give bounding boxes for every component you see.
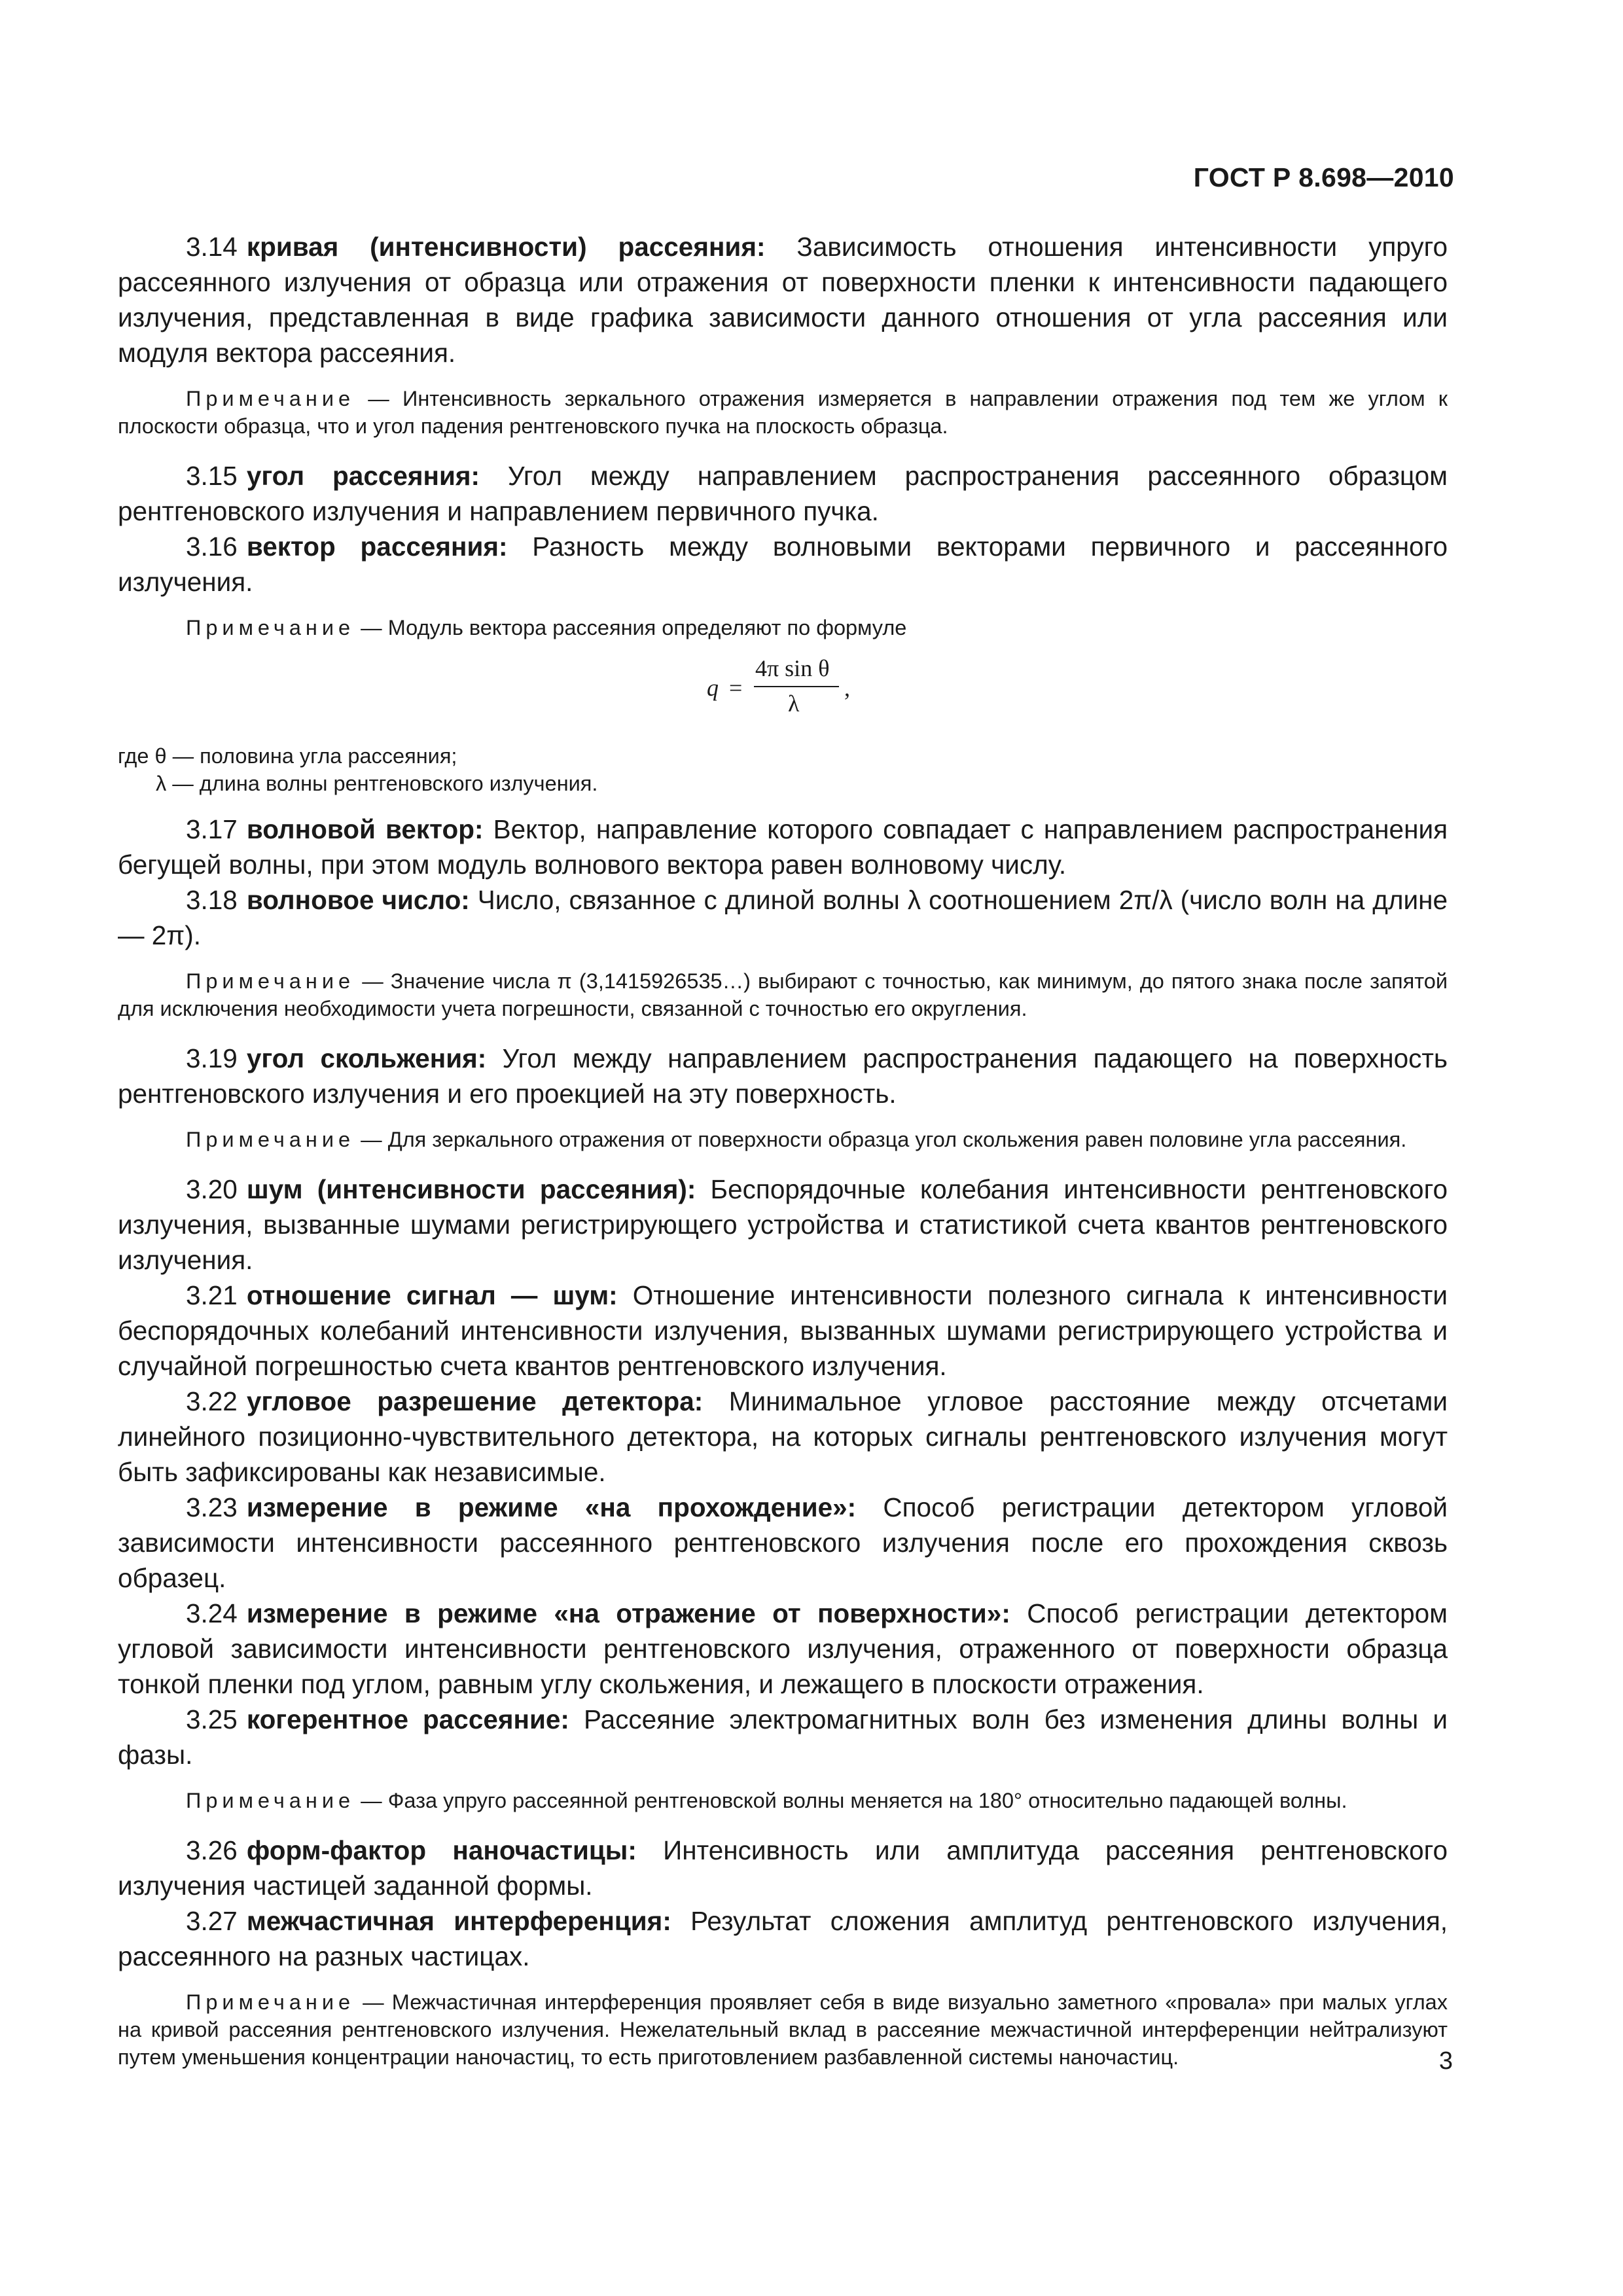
formula-lhs: q bbox=[707, 675, 719, 701]
term-3-18: 3.18 волновое число: Число, связанное с длиной волны λ соотношением 2π/λ (число волн на длине — 2π). bbox=[118, 885, 1448, 950]
term-3-26: 3.26 форм-фактор наночастицы: Интенсивность или амплитуда рассеяния рентгеновского излучения частицей заданной формы. bbox=[118, 1835, 1448, 1901]
term-title: межчастичная интерференция: bbox=[246, 1906, 671, 1936]
term-definition: Число, связанное с длиной волны λ соотношением 2π/λ (число волн на длине — 2π). bbox=[118, 885, 1448, 950]
term-definition: Угол между направлением распространения падающего на поверхность рентгеновского излучения и его проекцией на эту поверхность. bbox=[118, 1043, 1448, 1109]
term-definition: Угол между направлением распространения рассеянного образцом рентгеновского излучения и направлением первичного пучка. bbox=[118, 461, 1448, 526]
term-3-23: 3.23 измерение в режиме «на прохождение»: Способ регистрации детектором угловой зависимости интенсивности рассеянного рентгеновского излучения после его прохождения сквозь образец. bbox=[118, 1492, 1448, 1593]
document-body bbox=[118, 229, 1448, 2071]
document-id: ГОСТ Р 8.698—2010 bbox=[1193, 162, 1454, 192]
term-title: измерение в режиме «на отражение от поверхности»: bbox=[246, 1598, 1010, 1628]
formula-numerator: 4π sin θ bbox=[755, 655, 830, 681]
term-definition: Разность между волновыми векторами первичного и рассеянного излучения. bbox=[118, 531, 1448, 597]
term-definition: Отношение интенсивности полезного сигнала к интенсивности беспорядочных колебаний интенсивности излучения, вызванных шумами регистрирующего устройства и случайной погрешностью счета квантов рентгеновского излучения. bbox=[118, 1280, 1448, 1381]
term-title: отношение сигнал — шум: bbox=[246, 1280, 618, 1310]
note: Примечание — Интенсивность зеркального отражения измеряется в направлении отражения под тем же углом к плоскости образца, что и угол падения рентгеновского пучка на плоскость образца. bbox=[118, 387, 1448, 438]
note-text: Фаза упруго рассеянной рентгеновской волны меняется на 180° относительно падающей волны. bbox=[387, 1789, 1347, 1812]
term-3-25: 3.25 когерентное рассеяние: Рассеяние электромагнитных волн без изменения длины волны и фазы. bbox=[118, 1704, 1448, 1770]
term-title: форм-фактор наночастицы: bbox=[246, 1835, 637, 1865]
term-title: кривая (интенсивности) рассеяния: bbox=[246, 232, 766, 262]
term-3-19: 3.19 угол скольжения: Угол между направлением распространения падающего на поверхность рентгеновского излучения и его проекцией на эту поверхность. bbox=[118, 1043, 1448, 1109]
term-definition: Зависимость отношения интенсивности упруго рассеянного излучения от образца или отражения от поверхности пленки к интенсивности падающего излучения, представленная в виде графика зависимости данного отношения от угла рассеяния или модуля вектора рассеяния. bbox=[118, 232, 1448, 368]
term-3-20: 3.20 шум (интенсивности рассеяния): Беспорядочные колебания интенсивности рентгеновского излучения, вызванные шумами регистрирующего устройства и статистикой счета квантов рентгеновского излучения. bbox=[118, 1174, 1448, 1275]
term-title: вектор рассеяния: bbox=[246, 531, 508, 562]
term-title: угловое разрешение детектора: bbox=[246, 1386, 704, 1416]
note-text: Интенсивность зеркального отражения измеряется в направлении отражения под тем же углом к плоскости образца, что и угол падения рентгеновского пучка на плоскость образца. bbox=[118, 387, 1448, 438]
formula-where-2: λ — длина волны рентгеновского излучения. bbox=[156, 772, 598, 795]
formula-denominator: λ bbox=[788, 691, 800, 717]
term-3-22: 3.22 угловое разрешение детектора: Минимальное угловое расстояние между отсчетами линейного позиционно-чувствительного детектора, на которых сигналы рентгеновского излучения могут быть зафиксированы как независимые. bbox=[118, 1386, 1448, 1487]
term-definition: Беспорядочные колебания интенсивности рентгеновского излучения, вызванные шумами регистрирующего устройства и статистикой счета квантов рентгеновского излучения. bbox=[118, 1174, 1448, 1275]
formula-equals: = bbox=[729, 675, 743, 701]
note-text: Межчастичная интерференция проявляет себя в виде визуально заметного «провала» при малых углах на кривой рассеяния рентгеновского излучения. Нежелательный вклад в рассеяние межчастичной интерференции нейтрализуют путем уменьшения концентрации наночастиц, то есть приготовлением разбавленной системы наночастиц. bbox=[118, 1990, 1448, 2069]
note: Примечание — Значение числа π (3,1415926535…) выбирают с точностью, как минимум, до пятого знака после запятой для исключения необходимости учета погрешности, связанной с точностью его округления. bbox=[118, 969, 1448, 1020]
term-definition: Способ регистрации детектором угловой зависимости интенсивности рассеянного рентгеновского излучения после его прохождения сквозь образец. bbox=[118, 1492, 1448, 1593]
term-definition: Вектор, направление которого совпадает с направлением распространения бегущей волны, при этом модуль волнового вектора равен волновому числу. bbox=[118, 814, 1448, 880]
note-text: Значение числа π (3,1415926535…) выбирают с точностью, как минимум, до пятого знака после запятой для исключения необходимости учета погрешности, связанной с точностью его округления. bbox=[118, 969, 1448, 1020]
note-text: Для зеркального отражения от поверхности образца угол скольжения равен половине угла рассеяния. bbox=[387, 1128, 1407, 1151]
note: Примечание — Для зеркального отражения от поверхности образца угол скольжения равен половине угла рассеяния. bbox=[186, 1128, 1407, 1151]
term-definition: Способ регистрации детектором угловой зависимости интенсивности рентгеновского излучения, отраженного от поверхности образца тонкой пленки под углом, равным углу скольжения, и лежащего в плоскости отражения. bbox=[118, 1598, 1448, 1699]
term-3-21: 3.21 отношение сигнал — шум: Отношение интенсивности полезного сигнала к интенсивности беспорядочных колебаний интенсивности излучения, вызванных шумами регистрирующего устройства и случайной погрешностью счета квантов рентгеновского излучения. bbox=[118, 1280, 1448, 1381]
formula-scattering-vector: q = 4π sin θ λ , bbox=[707, 655, 850, 717]
term-title: угол скольжения: bbox=[246, 1043, 487, 1073]
note: Примечание — Фаза упруго рассеянной рентгеновской волны меняется на 180° относительно падающей волны. bbox=[186, 1789, 1347, 1812]
term-definition: Минимальное угловое расстояние между отсчетами линейного позиционно-чувствительного детектора, на которых сигналы рентгеновского излучения могут быть зафиксированы как независимые. bbox=[118, 1386, 1448, 1487]
note-text: Модуль вектора рассеяния определяют по формуле bbox=[387, 616, 907, 639]
term-definition: Результат сложения амплитуд рентгеновского излучения, рассеянного на разных частицах. bbox=[118, 1906, 1448, 1971]
term-3-17: 3.17 волновой вектор: Вектор, направление которого совпадает с направлением распространения бегущей волны, при этом модуль волнового вектора равен волновому числу. bbox=[118, 814, 1448, 880]
term-3-15: 3.15 угол рассеяния: Угол между направлением распространения рассеянного образцом рентгеновского излучения и направлением первичного пучка. bbox=[118, 461, 1448, 526]
term-3-27: 3.27 межчастичная интерференция: Результат сложения амплитуд рентгеновского излучения, рассеянного на разных частицах. bbox=[118, 1906, 1448, 1971]
term-3-24: 3.24 измерение в режиме «на отражение от поверхности»: Способ регистрации детектором угловой зависимости интенсивности рентгеновского излучения, отраженного от поверхности образца тонкой пленки под углом, равным углу скольжения, и лежащего в плоскости отражения. bbox=[118, 1598, 1448, 1699]
formula-where-1: где θ — половина угла рассеяния; bbox=[118, 744, 457, 768]
page-number: 3 bbox=[1438, 2047, 1453, 2075]
term-3-14: 3.14 кривая (интенсивности) рассеяния: Зависимость отношения интенсивности упруго рассеянного излучения от образца или отражения от поверхности пленки к интенсивности падающего излучения, представленная в виде графика зависимости данного отношения от угла рассеяния или модуля вектора рассеяния. bbox=[118, 232, 1448, 368]
term-title: волновое число: bbox=[246, 885, 470, 915]
term-title: когерентное рассеяние: bbox=[246, 1704, 569, 1734]
note: Примечание — Межчастичная интерференция проявляет себя в виде визуально заметного «провала» при малых углах на кривой рассеяния рентгеновского излучения. Нежелательный вклад в рассеяние межчастичной интерференции нейтрализуют путем уменьшения концентрации наночастиц, то есть приготовлением разбавленной системы наночастиц. bbox=[118, 1990, 1448, 2069]
term-title: измерение в режиме «на прохождение»: bbox=[246, 1492, 857, 1522]
term-title: волновой вектор: bbox=[246, 814, 484, 844]
fraction-bar bbox=[754, 686, 839, 687]
term-title: угол рассеяния: bbox=[246, 461, 480, 491]
term-title: шум (интенсивности рассеяния): bbox=[246, 1174, 696, 1204]
term-3-16: 3.16 вектор рассеяния: Разность между волновыми векторами первичного и рассеянного излучения. bbox=[118, 531, 1448, 597]
note: Примечание — Модуль вектора рассеяния определяют по формуле bbox=[186, 616, 907, 639]
term-definition: Интенсивность или амплитуда рассеяния рентгеновского излучения частицей заданной формы. bbox=[118, 1835, 1448, 1901]
term-definition: Рассеяние электромагнитных волн без изменения длины волны и фазы. bbox=[118, 1704, 1448, 1770]
